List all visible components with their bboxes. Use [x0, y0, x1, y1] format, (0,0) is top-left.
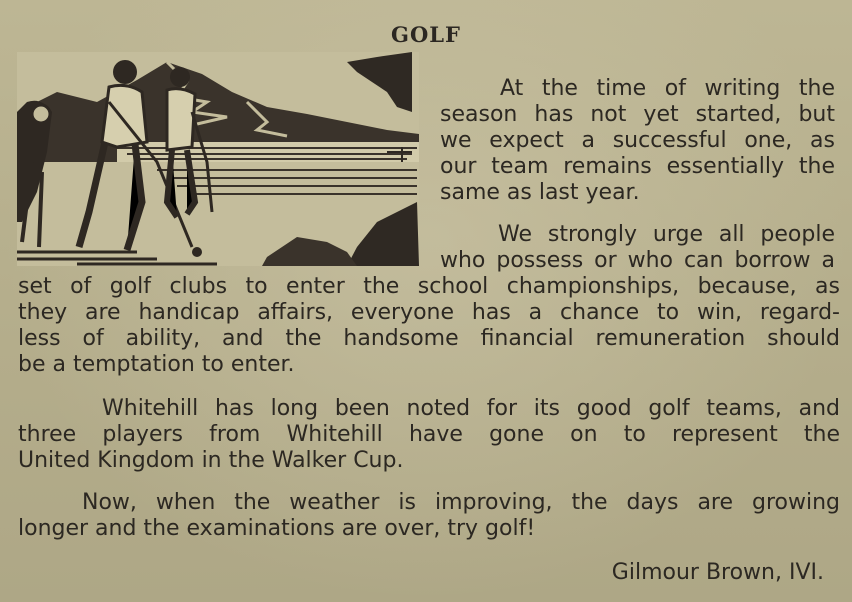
golf-illustration — [17, 52, 419, 266]
text-line: Whitehill has long been noted for its good golf teams, and — [102, 396, 840, 421]
text-line: United Kingdom in the Walker Cup. — [18, 448, 404, 473]
text-line: At the time of writing the — [500, 76, 835, 101]
text-line: same as last year. — [440, 180, 640, 205]
text-line: our team remains essentially the — [440, 154, 835, 179]
article-title: GOLF — [391, 22, 461, 47]
text-line: they are handicap affairs, everyone has a chance to win, regard- — [18, 300, 840, 325]
text-line: Now, when the weather is improving, the days are growing — [82, 490, 840, 515]
author-signature: Gilmour Brown, IVI. — [611, 560, 824, 585]
text-line: three players from Whitehill have gone on to represent the — [18, 422, 840, 447]
text-line: longer and the examinations are over, try golf! — [18, 516, 536, 541]
text-line: who possess or who can borrow a — [440, 248, 835, 273]
text-line: set of golf clubs to enter the school championships, because, as — [18, 274, 840, 299]
text-line: be a temptation to enter. — [18, 352, 295, 377]
text-line: We strongly urge all people — [498, 222, 835, 247]
text-line: less of ability, and the handsome financial remuneration should — [18, 326, 840, 351]
text-line: season has not yet started, but — [440, 102, 835, 127]
text-line: we expect a successful one, as — [440, 128, 835, 153]
